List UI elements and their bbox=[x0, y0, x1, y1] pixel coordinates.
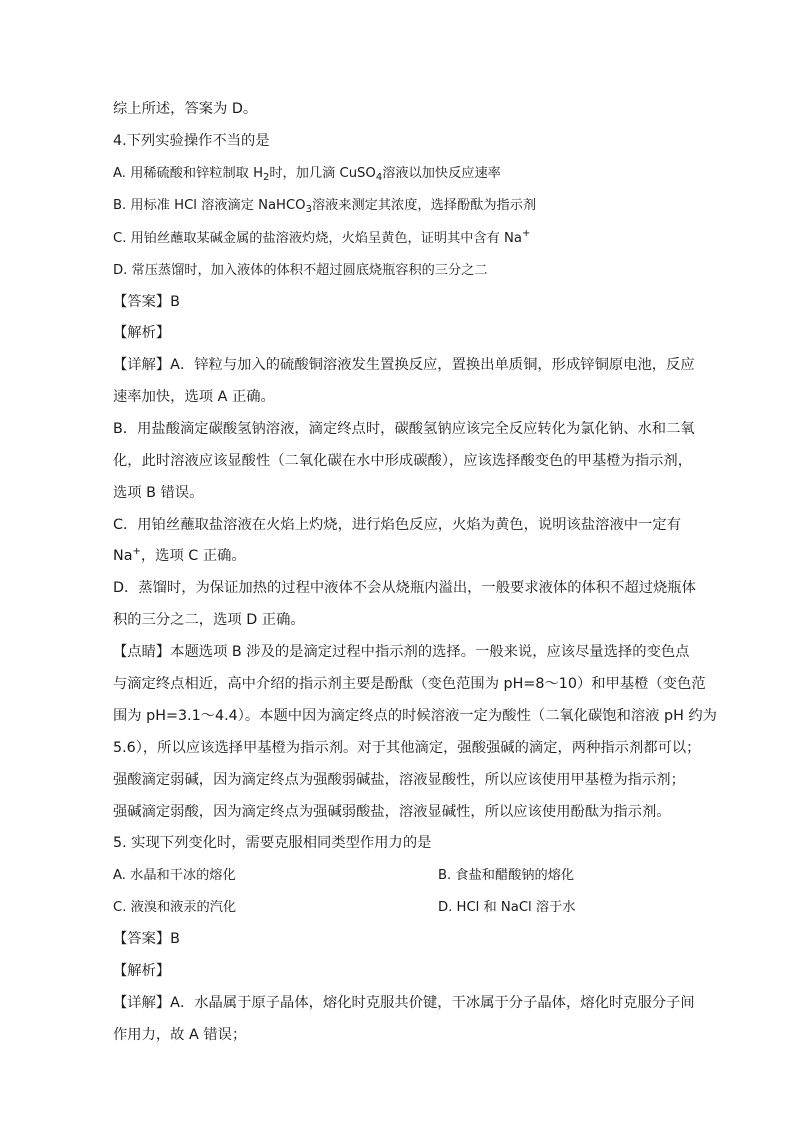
q4-detail-line: 积的三分之二，选项 D 正确。 bbox=[113, 612, 305, 628]
q5-detail-line: 作用力，故 A 错误； bbox=[113, 1027, 247, 1043]
q4-option-b: B. 用标准 HCl 溶液滴定 NaHCO$_3$溶液来测定其浓度，选择酚酞为指示剂 bbox=[113, 198, 537, 215]
q4-option-c: C. 用铂丝蘸取某碱金属的盐溶液灼烧，火焰呈黄色，证明其中含有 Na+ bbox=[113, 228, 531, 246]
q4-analysis-heading: 【解析】 bbox=[113, 325, 171, 341]
q4-title: 4.下列实验操作不当的是 bbox=[113, 133, 270, 149]
q5-option-b: B. 食盐和醋酸钠的熔化 bbox=[438, 868, 575, 883]
q4-detail-line: Na+，选项 C 正确。 bbox=[113, 546, 246, 564]
q4-comment-line: 强酸滴定弱碱，因为滴定终点为强酸弱碱盐，溶液显酸性，所以应该使用甲基橙为指示剂； bbox=[113, 772, 685, 788]
q4-comment-line: 5.6），所以应该选择甲基橙为指示剂。对于其他滴定，强酸强碱的滴定，两种指示剂都可以； bbox=[113, 740, 701, 756]
q4-comment-line: 围为 pH=3.1～4.4）。本题中因为滴定终点的时候溶液一定为酸性（二氧化碳饱和溶液 pH 约为 bbox=[113, 708, 717, 724]
q4-detail-line: 速率加快，选项 A 正确。 bbox=[113, 389, 275, 405]
q4-comment-line: 强碱滴定弱酸，因为滴定终点为强碱弱酸盐，溶液显碱性，所以应该使用酚酞为指示剂。 bbox=[113, 804, 671, 820]
q4-detail-line: 化，此时溶液应该显酸性（二氧化碳在水中形成碳酸），应该选择酸变色的甲基橙为指示剂， bbox=[113, 453, 693, 469]
q5-analysis-heading: 【解析】 bbox=[113, 963, 171, 979]
q5-detail-line: 【详解】A．水晶属于原子晶体，熔化时克服共价键，干冰属于分子晶体，熔化时克服分子间 bbox=[113, 995, 695, 1011]
q5-title: 5. 实现下列变化时，需要克服相同类型作用力的是 bbox=[113, 835, 432, 851]
q4-detail-line: B．用盐酸滴定碳酸氢钠溶液，滴定终点时，碳酸氢钠应该完全反应转化为氯化钠、水和二氧 bbox=[113, 421, 695, 437]
q4-detail-line: C．用铂丝蘸取盐溶液在火焰上灼烧，进行焰色反应，火焰为黄色，说明该盐溶液中一定有 bbox=[113, 517, 681, 533]
q4-detail-line: 选项 B 错误。 bbox=[113, 485, 204, 501]
summary-line: 综上所述，答案为 D。 bbox=[113, 101, 258, 117]
q4-answer: 【答案】B bbox=[113, 294, 180, 310]
q4-option-a: A. 用稀硫酸和锌粒制取 $H_2$时，加几滴 CuSO$_4$溶液以加快反应速率 bbox=[113, 166, 501, 183]
q5-option-a: A. 水晶和干冰的熔化 bbox=[113, 868, 236, 883]
q5-answer: 【答案】B bbox=[113, 931, 180, 947]
q4-comment-line: 与滴定终点相近，高中介绍的指示剂主要是酚酞（变色范围为 pH=8～10）和甲基橙（变色范 bbox=[113, 676, 706, 692]
q5-option-c: C. 液溴和液汞的汽化 bbox=[113, 900, 237, 915]
q4-option-d: D. 常压蒸馏时，加入液体的体积不超过圆底烧瓶容积的三分之二 bbox=[113, 263, 488, 278]
q4-comment-line: 【点睛】本题选项 B 涉及的是滴定过程中指示剂的选择。一般来说，应该尽量选择的变色点 bbox=[113, 644, 690, 660]
q5-option-d: D. HCl 和 NaCl 溶于水 bbox=[438, 900, 576, 915]
q4-detail-line: D．蒸馏时，为保证加热的过程中液体不会从烧瓶内溢出，一般要求液体的体积不超过烧瓶体 bbox=[113, 580, 696, 596]
q4-detail-line: 【详解】A．锌粒与加入的硫酸铜溶液发生置换反应，置换出单质铜，形成锌铜原电池，反应 bbox=[113, 357, 695, 373]
